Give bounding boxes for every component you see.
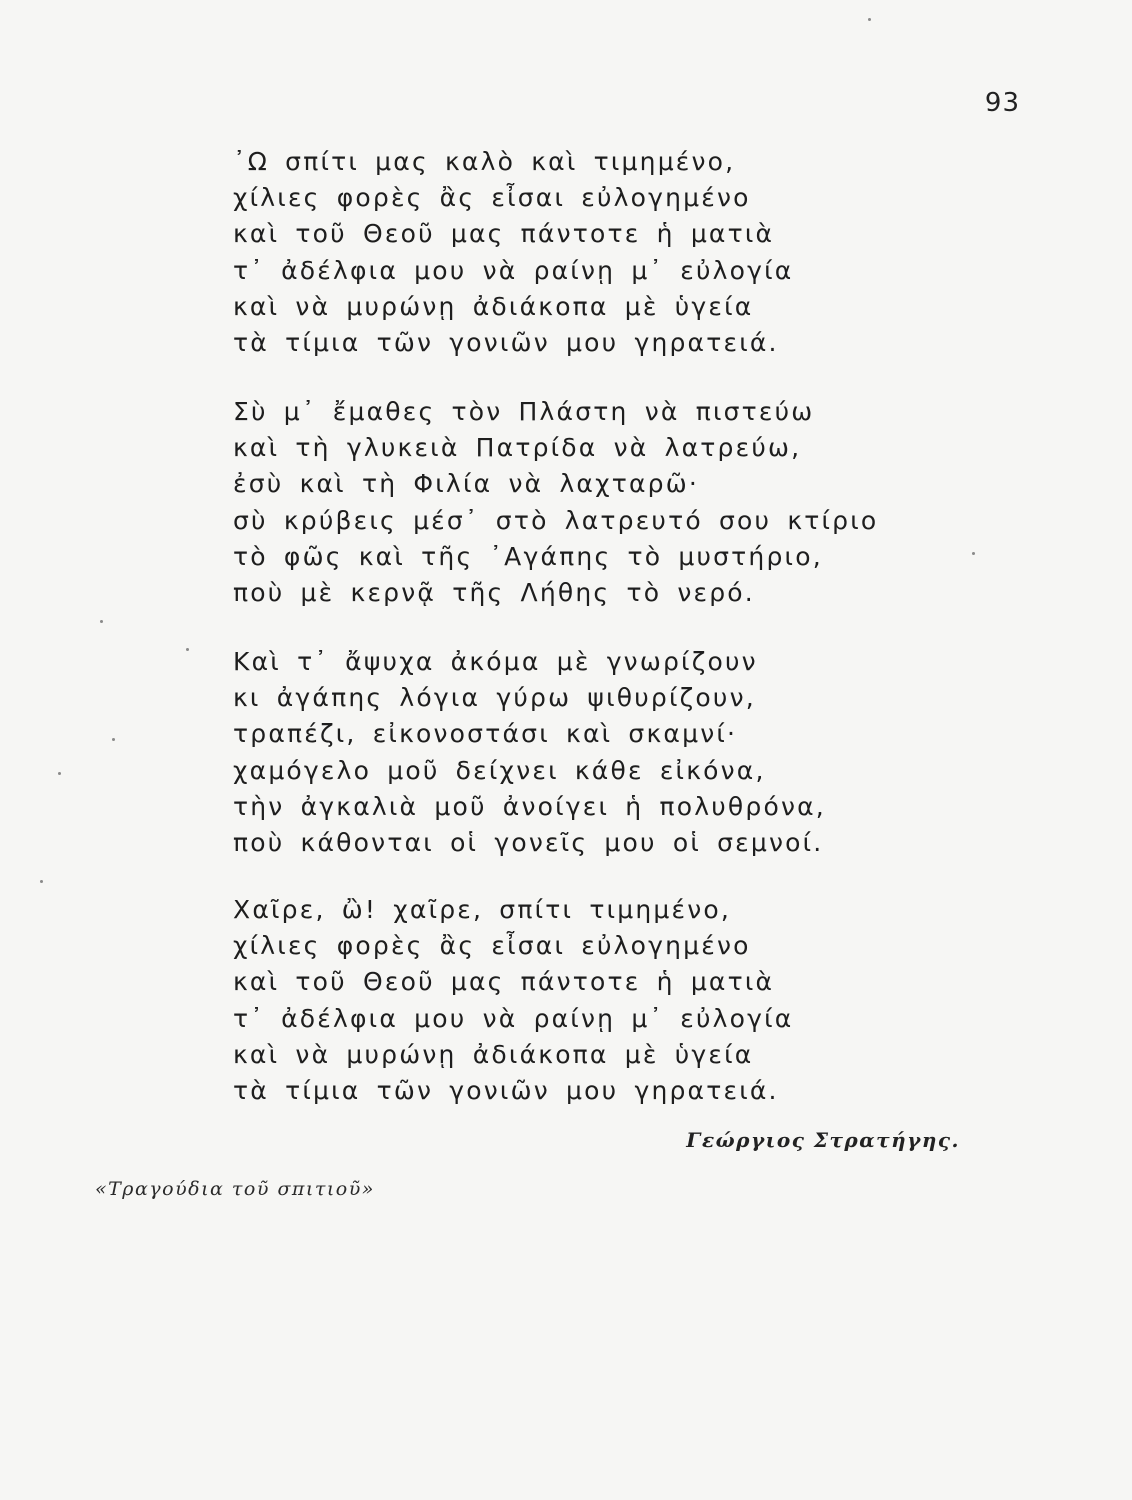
paper-speck xyxy=(40,880,43,883)
page-number: 93 xyxy=(984,88,1020,118)
poem-line: καὶ τοῦ Θεοῦ μας πάντοτε ἡ ματιὰ xyxy=(233,219,775,249)
source-citation: «Τραγούδια τοῦ σπιτιοῦ» xyxy=(95,1178,375,1200)
poem-line: χίλιες φορὲς ἂς εἶσαι εὐλογημένο xyxy=(233,183,751,213)
stanza-2 xyxy=(233,394,879,611)
poem-line: σὺ κρύβεις μέσ᾿ στὸ λατρευτό σου κτίριο xyxy=(233,505,879,535)
poem-line: τ᾿ ἀδέλφια μου νὰ ραίνῃ μ᾿ εὐλογία xyxy=(233,1003,794,1033)
stanza-3 xyxy=(233,644,873,861)
poem-line: τραπέζι, εἰκονοστάσι καὶ σκαμνί· xyxy=(233,719,738,749)
poem-line: τὰ τίμια τῶν γονιῶν μου γηρατειά. xyxy=(233,1075,779,1105)
poem-line: ποὺ μὲ κερνᾷ τῆς Λήθης τὸ νερό. xyxy=(233,577,755,607)
poem-line: χίλιες φορὲς ἂς εἶσαι εὐλογημένο xyxy=(233,931,751,961)
paper-speck xyxy=(100,620,103,623)
poem-line: κι ἀγάπης λόγια γύρω ψιθυρίζουν, xyxy=(233,683,756,713)
poem-line: Σὺ μ᾿ ἔμαθες τὸν Πλάστη νὰ πιστεύω xyxy=(233,397,815,426)
stanza-4 xyxy=(233,892,873,1109)
poem-line: χαμόγελο μοῦ δείχνει κάθε εἰκόνα, xyxy=(233,755,766,785)
poem-line: Χαῖρε, ὢ! χαῖρε, σπίτι τιμημένο, xyxy=(233,895,732,924)
poem-line: καὶ νὰ μυρώνῃ ἀδιάκοπα μὲ ὑγεία xyxy=(233,1039,754,1069)
stanza-1 xyxy=(233,144,873,361)
paper-speck xyxy=(972,552,975,555)
poem-line: καὶ νὰ μυρώνῃ ἀδιάκοπα μὲ ὑγεία xyxy=(233,291,754,321)
poem-line: καὶ τοῦ Θεοῦ μας πάντοτε ἡ ματιὰ xyxy=(233,967,775,997)
poem-line: τὰ τίμια τῶν γονιῶν μου γηρατειά. xyxy=(233,327,779,357)
paper-speck xyxy=(58,772,61,775)
poem-line: ᾿Ω σπίτι μας καλὸ καὶ τιμημένο, xyxy=(233,147,736,176)
poem-line: τ᾿ ἀδέλφια μου νὰ ραίνῃ μ᾿ εὐλογία xyxy=(233,255,794,285)
poem-line: καὶ τὴ γλυκειὰ Πατρίδα νὰ λατρεύω, xyxy=(233,433,802,463)
poem-line: τὴν ἀγκαλιὰ μοῦ ἀνοίγει ἡ πολυθρόνα, xyxy=(233,791,826,821)
poem-line: ποὺ κάθονται οἱ γονεῖς μου οἱ σεμνοί. xyxy=(233,827,824,857)
poem-line: τὸ φῶς καὶ τῆς ᾿Αγάπης τὸ μυστήριο, xyxy=(233,541,823,571)
paper-speck xyxy=(186,648,189,651)
poem-line: Καὶ τ᾿ ἄψυχα ἀκόμα μὲ γνωρίζουν xyxy=(233,647,758,676)
paper-speck xyxy=(112,738,115,741)
poem-line: ἐσὺ καὶ τὴ Φιλία νὰ λαχταρῶ· xyxy=(233,469,700,499)
author-signature: Γεώργιος Στρατήγης. xyxy=(686,1128,960,1152)
paper-speck xyxy=(868,18,871,21)
